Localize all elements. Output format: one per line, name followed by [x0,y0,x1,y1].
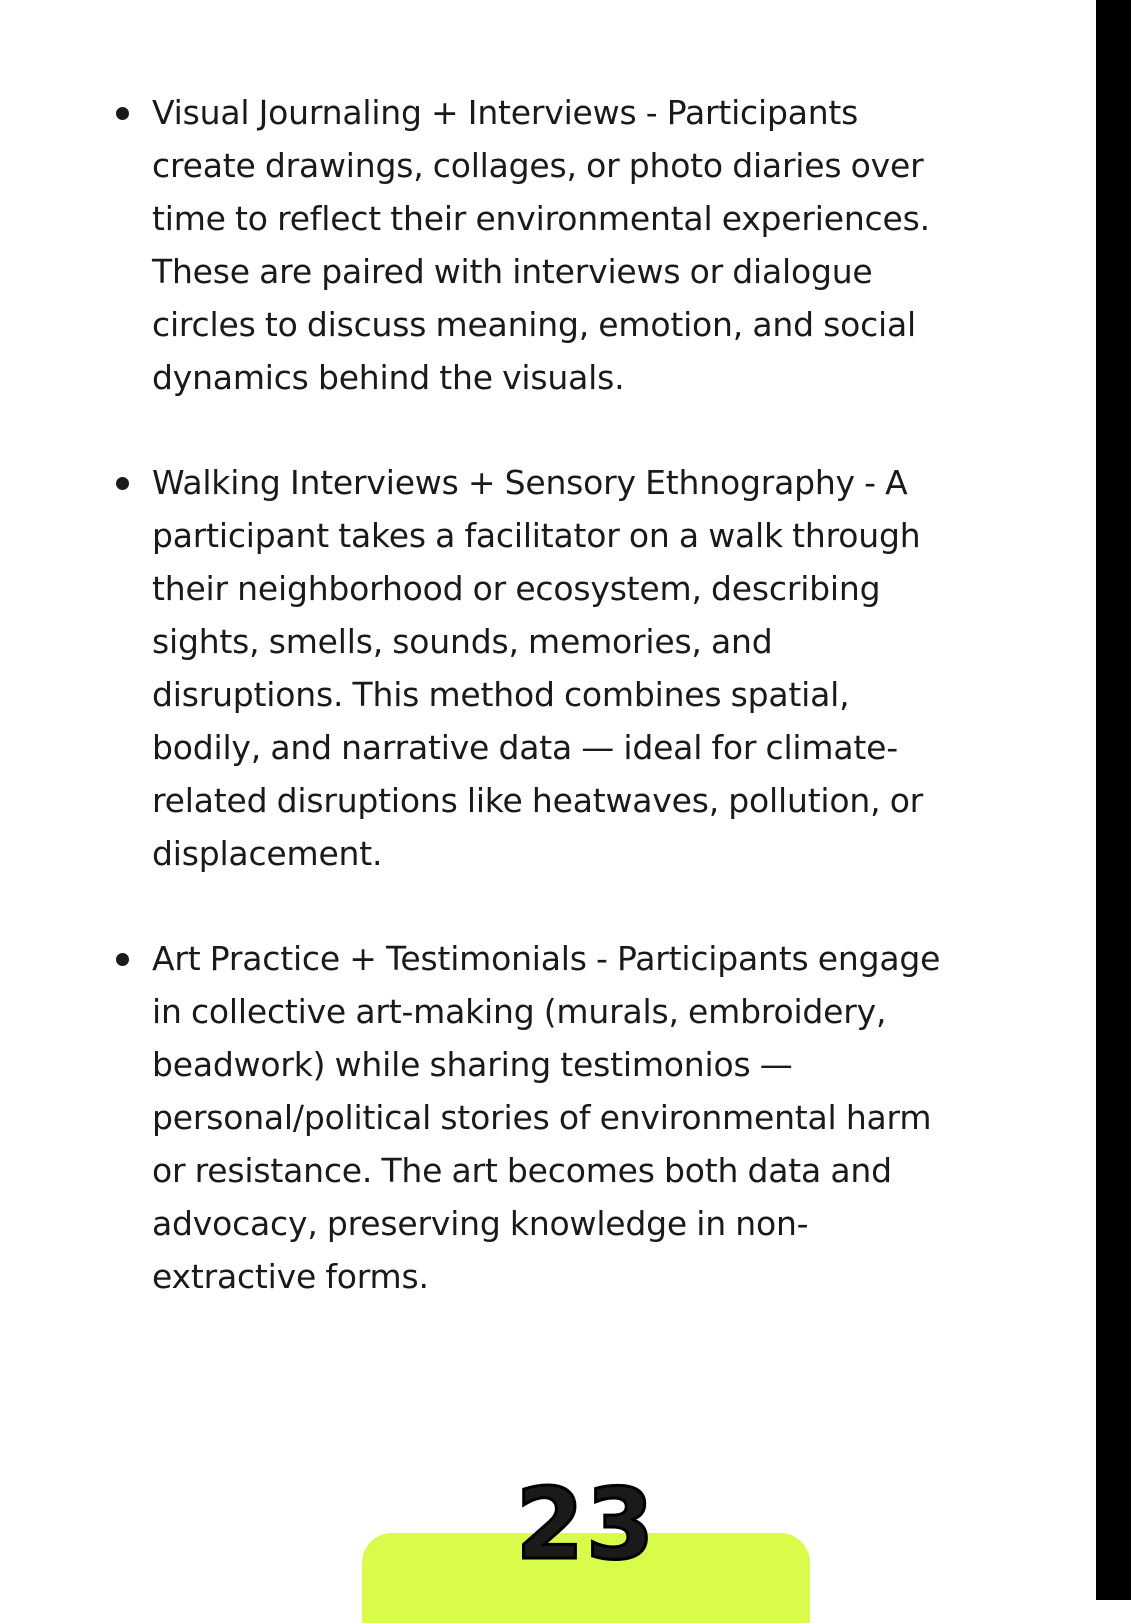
bullet-dot-icon [116,107,129,120]
text-line: sights, smells, sounds, memories, and [152,622,773,661]
text-line: Visual Journaling + Interviews - Participants [152,93,859,132]
text-line: or resistance. The art becomes both data and [152,1151,892,1190]
text-line: dynamics behind the visuals. [152,358,625,397]
text-line: bodily, and narrative data — ideal for climate- [152,728,898,767]
bullet-list [113,86,1043,1355]
text-line: participant takes a facilitator on a walk through [152,516,921,555]
bullet-dot-icon [116,953,129,966]
bullet-visual-journaling [113,86,1043,404]
bullet-text [152,456,1043,880]
page-number: 23 [515,1468,657,1582]
text-line: Art Practice + Testimonials - Participants engage [152,939,941,978]
bullet-text [152,86,1043,404]
text-line: time to reflect their environmental experiences. [152,199,930,238]
bullet-walking-interviews [113,456,1043,880]
text-line: disruptions. This method combines spatial, [152,675,850,714]
right-edge-bar [1096,0,1131,1600]
text-line: extractive forms. [152,1257,429,1296]
text-line: circles to discuss meaning, emotion, and social [152,305,916,344]
text-line: create drawings, collages, or photo diaries over [152,146,924,185]
text-line: their neighborhood or ecosystem, describing [152,569,881,608]
bullet-dot-icon [116,477,129,490]
text-line: Walking Interviews + Sensory Ethnography - A [152,463,908,502]
text-line: related disruptions like heatwaves, pollution, or [152,781,924,820]
text-line: personal/political stories of environmental harm [152,1098,932,1137]
text-line: displacement. [152,834,383,873]
text-line: beadwork) while sharing testimonios — [152,1045,793,1084]
bullet-text [152,932,1043,1303]
text-line: advocacy, preserving knowledge in non- [152,1204,809,1243]
bullet-art-practice [113,932,1043,1303]
text-line: These are paired with interviews or dialogue [152,252,873,291]
text-line: in collective art-making (murals, embroidery, [152,992,887,1031]
